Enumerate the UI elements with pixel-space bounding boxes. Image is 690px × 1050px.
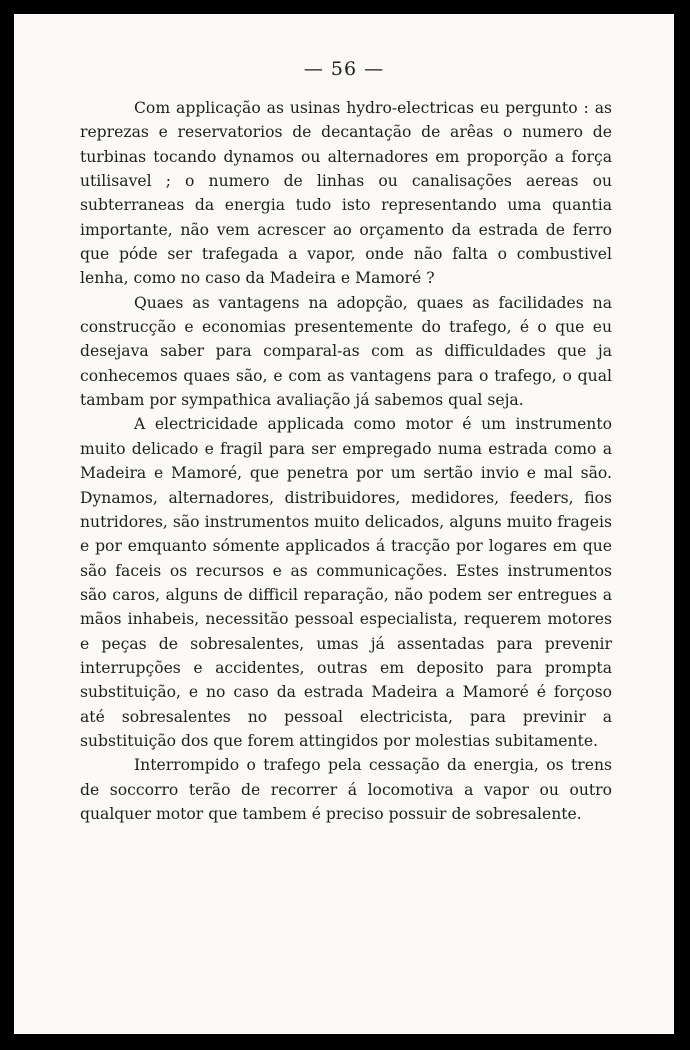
page-number: — 56 — (303, 58, 385, 80)
paragraph-1: Com applicação as usinas hydro-electricas eu pergunto : as reprezas e reservatorios de decantação de arêas o numero de turbinas tocando dynamos ou alternadores em proporção a força utilisavel ; o numero de linhas ou canalisações aereas ou subterraneas da energia tudo isto representando uma quantia importante, não vem acrescer ao orçamento da estrada de ferro que póde ser trafegada a vapor, onde não falta o combustivel lenha, como no caso da Madeira e Mamoré ? (80, 99, 612, 288)
paragraph-3: A electricidade applicada como motor é um instrumento muito delicado e fragil para ser empregado numa estrada como a Madeira e Mamoré, que penetra por um sertão invio e mal são. Dynamos, alternadores, distribuidores, medidores, feeders, fios nutridores, são instrumentos muito delicados, alguns muito frageis e por emquanto sómente applicados á tracção por logares em que são faceis os recursos e as communicações. Estes instrumentos são caros, alguns de difficil reparação, não podem ser entregues a mãos inhabeis, necessitão pessoal especialista, requerem motores e peças de sobresalentes, umas já assentadas para prevenir interrupções e accidentes, outras em deposito para prompta substituição, e no caso da estrada Madeira a Mamoré é forçoso até sobresalentes no pessoal electricista, para previnir a substituição dos que forem attingidos por molestias subitamente. (80, 415, 612, 750)
book-page (14, 14, 674, 1034)
paragraph-4: Interrompido o trafego pela cessação da energia, os trens de soccorro terão de recorrer á locomotiva a vapor ou outro qualquer motor que tambem é preciso possuir de sobresalente. (80, 756, 612, 823)
paragraph-2: Quaes as vantagens na adopção, quaes as facilidades na construcção e economias presentemente do trafego, é o que eu desejava saber para comparal-as com as difficuldades que ja conhecemos quaes são, e com as vantagens para o trafego, o qual tambam por sympathica avaliação já sabemos qual seja. (80, 293, 612, 410)
body-text (80, 96, 612, 826)
